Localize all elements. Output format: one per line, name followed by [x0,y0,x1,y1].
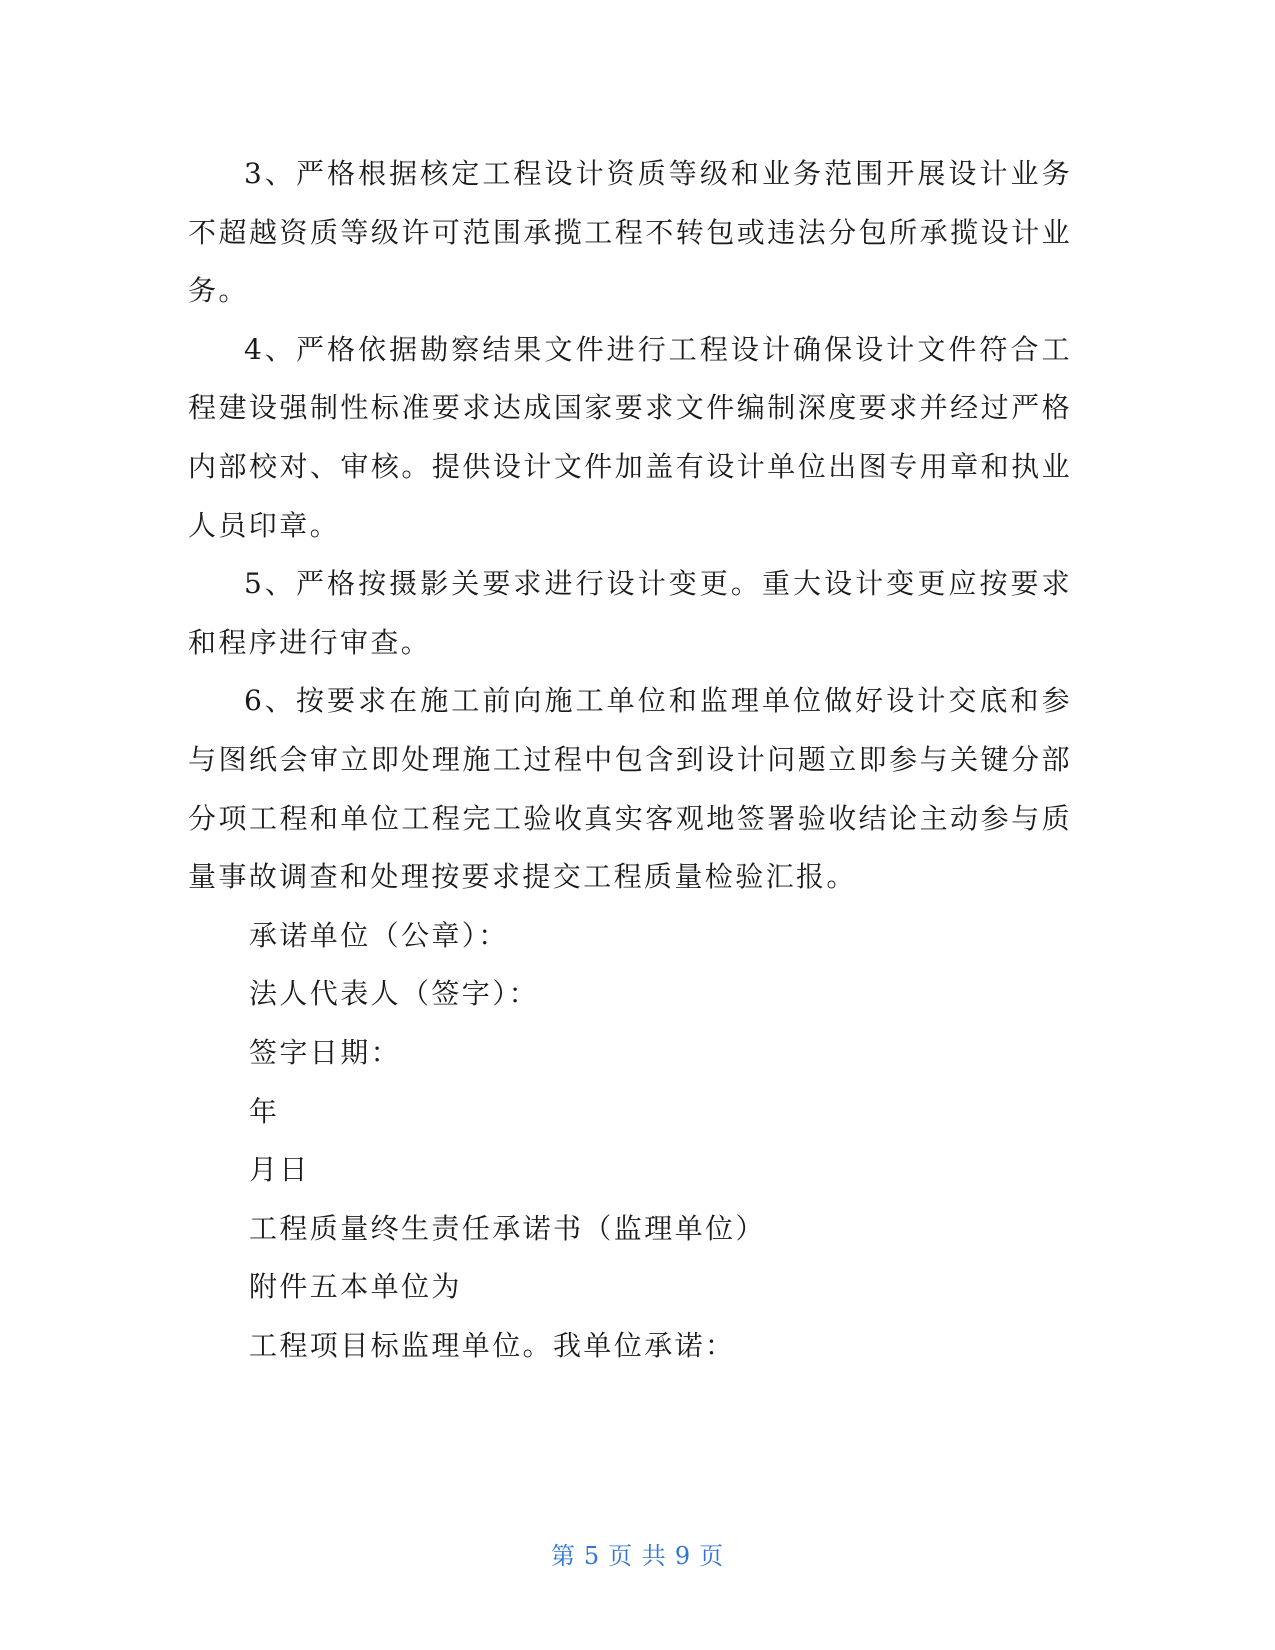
project-supervision-promise-line: 工程项目标监理单位。我单位承诺： [249,1328,736,1362]
paragraph-4: 4、严格依据勘察结果文件进行工程设计确保设计文件符合工程建设强制性标准要求达成国家要求文件编制深度要求并经过严格内部校对、审核。提供设计文件加盖有设计单位出图专用章和执业人员印章。 [188,332,1072,542]
document-body [188,145,1072,1375]
supervision-unit-title: 工程质量终生责任承诺书（监理单位） [249,1211,766,1245]
legal-representative-signature-line: 法人代表人（签字）： [249,977,540,1011]
year-line: 年 [249,1094,280,1128]
paragraph-5: 5、严格按摄影关要求进行设计变更。重大设计变更应按要求和程序进行审查。 [188,567,1072,659]
footer-total-pages: 9 [674,1542,692,1570]
page-footer [0,1536,1275,1571]
footer-middle: 页 共 [608,1542,667,1570]
attachment-five-line: 附件五本单位为 [249,1270,462,1304]
paragraph-3: 3、严格根据核定工程设计资质等级和业务范围开展设计业务不超越资质等级许可范围承揽工程不转包或违法分包所承揽设计业务。 [188,157,1072,308]
month-day-line: 月日 [249,1153,310,1187]
footer-suffix: 页 [699,1542,725,1570]
promisor-unit-seal-line: 承诺单位（公章）： [249,918,509,952]
paragraph-6: 6、按要求在施工前向施工单位和监理单位做好设计交底和参与图纸会审立即处理施工过程中包含到设计问题立即参与关键分部分项工程和单位工程完工验收真实客观地签署验收结论主动参与质量事故调查和处理按要求提交工程质量检验汇报。 [188,684,1072,894]
signature-date-line: 签字日期： [249,1035,402,1069]
footer-prefix: 第 [550,1542,576,1570]
footer-current-page: 5 [583,1542,601,1570]
